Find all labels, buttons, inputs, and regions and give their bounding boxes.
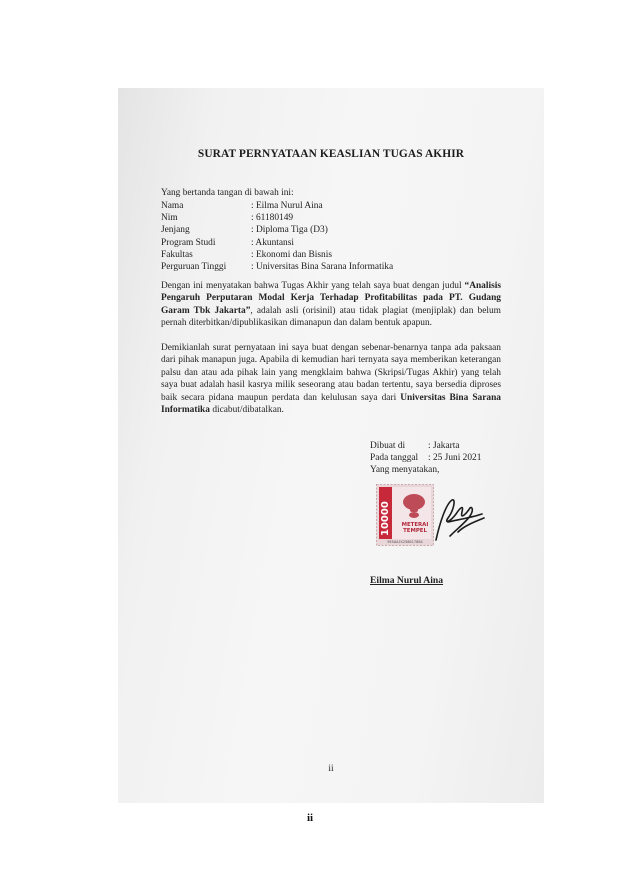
paragraph-text: dicabut/dibatalkan. <box>209 405 284 416</box>
paragraph-text: Demikianlah surat pernyataan ini saya buat dengan sebenar-benarnya tanpa ada paksaan dari pihak manapun juga. Apabila di kemudian hari ternyata saya memberikan keterangan palsu dan atau ada pihak lain yang mengklaim bahwa (Skripsi/Tugas Akhir) yang telah saya buat adalah hasil kasrya milik seseorang atau badan tertentu, saya bersedia diproses baik secara pidana maupun perdata dan kelulusan saya dari <box>161 343 501 403</box>
field-value: : Akuntansi <box>251 237 294 248</box>
field-label: Nim <box>161 213 178 224</box>
field-value: : Universitas Bina Sarana Informatika <box>251 262 394 273</box>
intro-text: Yang bertanda tangan di bawah ini: <box>161 188 294 198</box>
field-value: : Eilma Nurul Aina <box>251 201 323 211</box>
handwritten-signature <box>418 492 488 550</box>
date-label: Pada tanggal <box>370 453 419 464</box>
scanned-document-photo <box>118 88 544 803</box>
paragraph-text: Dengan ini menyatakan bahwa Tugas Akhir yang telah saya buat dengan judul <box>161 281 465 291</box>
paragraph-text: , adalah asli (orisinil) atau tidak plagiat (menjiplak) dan belum pernah diterbitkan/dipublikasikan dimanapun dan dalam bentuk apapun. <box>161 305 501 329</box>
university-name: Universitas Bina Sarana Informatika <box>161 392 501 416</box>
stamp-line1: METERAI <box>401 522 429 528</box>
date-value: : 25 Juni 2021 <box>428 453 482 464</box>
field-value: : Ekonomi dan Bisnis <box>251 249 332 260</box>
field-value: : 61180149 <box>251 213 294 224</box>
place-row <box>370 440 481 452</box>
page-number: ii <box>306 812 314 824</box>
field-row-program-studi <box>161 237 393 249</box>
field-label: Program Studi <box>161 237 216 248</box>
field-row-perguruan-tinggi <box>161 261 393 273</box>
signature-block <box>370 440 481 477</box>
identity-fields <box>161 200 393 273</box>
place-value: : Jakarta <box>428 441 460 451</box>
place-label: Dibuat di <box>370 441 406 451</box>
field-value: : Diploma Tiga (D3) <box>251 225 328 236</box>
stamp-serial: 9E5AAJX258617884 <box>387 540 423 544</box>
thesis-title: “Analisis Pengaruh Perputaran Modal Kerja Terhadap Profitabilitas pada PT. Gudang Garam Tbk Jakarta” <box>161 281 501 316</box>
signer-name: Eilma Nurul Aina <box>370 575 444 586</box>
document-sheet <box>118 88 544 803</box>
field-label: Jenjang <box>161 225 190 236</box>
field-row-fakultas <box>161 249 393 261</box>
field-label: Nama <box>161 201 184 211</box>
stamp-amount: 10000 <box>380 501 391 536</box>
closing-text: Yang menyatakan, <box>370 465 440 476</box>
field-row-nim <box>161 212 393 224</box>
date-row <box>370 452 481 464</box>
field-label: Fakultas <box>161 249 193 260</box>
stamp-line2: TEMPEL <box>403 528 427 534</box>
field-row-jenjang <box>161 224 393 236</box>
declaration-paragraph <box>161 342 501 416</box>
field-row-nama <box>161 200 393 212</box>
signature-stroke <box>436 500 484 540</box>
statement-paragraph <box>161 280 501 330</box>
document-title: SURAT PERNYATAAN KEASLIAN TUGAS AKHIR <box>197 148 465 160</box>
inner-page-number: ii <box>328 764 334 774</box>
field-label: Perguruan Tinggi <box>161 262 227 273</box>
